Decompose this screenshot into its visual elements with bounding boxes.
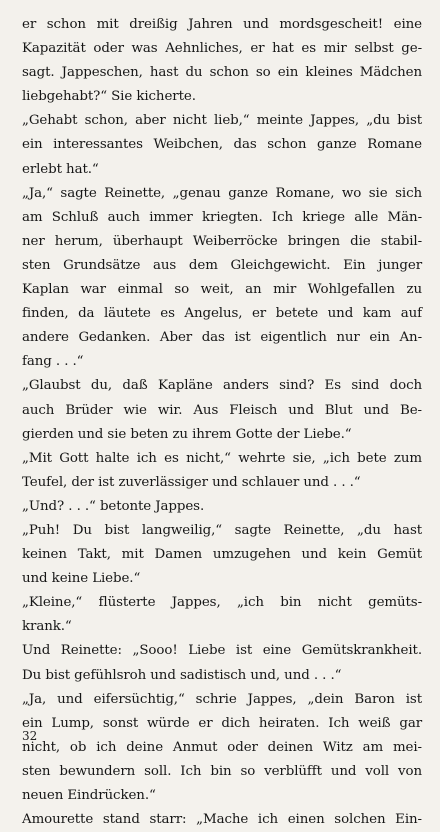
- text-line: Kapazität oder was Aehnliches, er hat es mir selbst ge-: [22, 41, 422, 57]
- text-line: „Ja, und eifersüchtig,“ schrie Jappes, „dein Baron ist: [22, 691, 422, 707]
- text-line: Amourette stand starr: „Mache ich einen solchen Ein-: [22, 812, 422, 828]
- text-line: sten Grundsätze aus dem Gleichgewicht. Ein junger: [22, 257, 422, 273]
- text-line: krank.“: [22, 619, 72, 635]
- text-line: finden, da läutete es Angelus, er betete und kam auf: [22, 306, 422, 322]
- text-line: ein interessantes Weibchen, das schon ganze Romane: [22, 137, 422, 153]
- text-line: „Kleine,“ flüsterte Jappes, „ich bin nicht gemüts-: [22, 595, 422, 611]
- text-line: andere Gedanken. Aber das ist eigentlich nur ein An-: [22, 330, 422, 346]
- text-line: und keine Liebe.“: [22, 571, 141, 587]
- text-line: liebgehabt?“ Sie kicherte.: [22, 89, 196, 105]
- text-line: er schon mit dreißig Jahren und mordsgescheit! eine: [22, 17, 422, 32]
- text-line: „Und? . . .“ betonte Jappes.: [22, 498, 205, 514]
- text-line: „Gehabt schon, aber nicht lieb,“ meinte Jappes, „du bist: [22, 113, 422, 129]
- text-line: ner herum, überhaupt Weiberröcke bringen die stabil-: [22, 233, 422, 249]
- text-line: nicht, ob ich deine Anmut oder deinen Witz am mei-: [22, 739, 422, 755]
- page-number: 32: [22, 729, 38, 743]
- text-line: Und Reinette: „Sooo! Liebe ist eine Gemütskrankheit.: [22, 643, 422, 659]
- text-line: Teufel, der ist zuverlässiger und schlauer und . . .“: [22, 474, 361, 490]
- text-line: auch Brüder wie wir. Aus Fleisch und Blut und Be-: [22, 402, 422, 418]
- text-line: Kaplan war einmal so weit, an mir Wohlgefallen zu: [22, 282, 422, 298]
- text-line: „Ja,“ sagte Reinette, „genau ganze Romane, wo sie sich: [22, 185, 422, 201]
- text-line: Du bist gefühlsroh und sadistisch und, und . . .“: [22, 667, 342, 683]
- body-text: [22, 13, 422, 832]
- text-line: ein Lump, sonst würde er dich heiraten. Ich weiß gar: [22, 715, 422, 731]
- text-line: keinen Takt, mit Damen umzugehen und kein Gemüt: [22, 547, 422, 563]
- text-line: „Glaubst du, daß Kapläne anders sind? Es sind doch: [22, 378, 422, 394]
- text-line: neuen Eindrücken.“: [22, 788, 156, 803]
- text-line: gierden und sie beten zu ihrem Gotte der Liebe.“: [22, 426, 352, 442]
- text-line: fang . . .“: [22, 354, 84, 370]
- text-line: erlebt hat.“: [22, 161, 99, 177]
- text-line: am Schluß auch immer kriegten. Ich kriege alle Män-: [22, 209, 422, 225]
- text-line: „Puh! Du bist langweilig,“ sagte Reinette, „du hast: [22, 522, 422, 538]
- text-line: „Mit Gott halte ich es nicht,“ wehrte sie, „ich bete zum: [22, 450, 422, 466]
- text-line: sten bewundern soll. Ich bin so verblüfft und voll von: [22, 763, 422, 779]
- text-line: sagt. Jappeschen, hast du schon so ein kleines Mädchen: [22, 65, 422, 81]
